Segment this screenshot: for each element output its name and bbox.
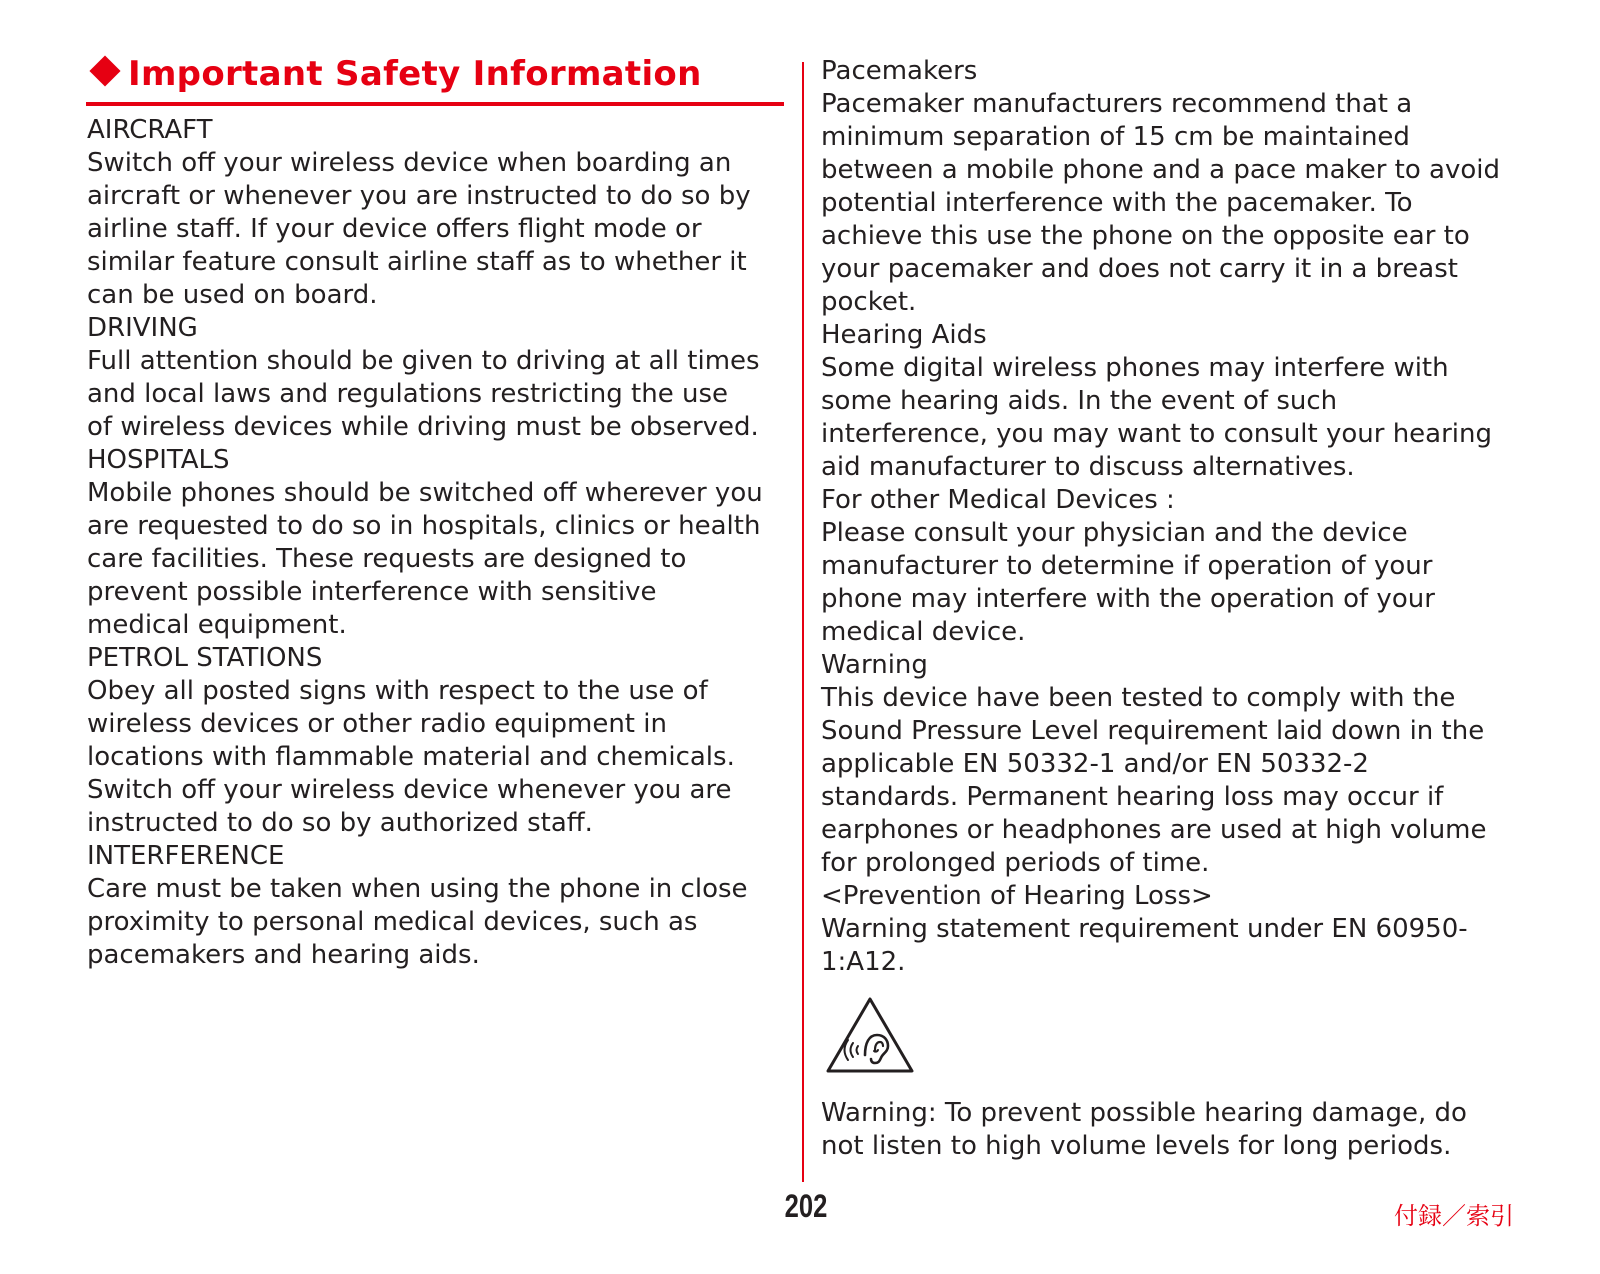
section-body [87, 147, 787, 312]
text-line: pacemakers and hearing aids. [87, 940, 480, 970]
text-line: earphones or headphones are used at high volume [821, 815, 1487, 845]
text-line: and local laws and regulations restricting the use [87, 379, 728, 409]
text-line: aid manufacturer to discuss alternatives. [821, 452, 1355, 482]
text-line: <Prevention of Hearing Loss> [821, 881, 1213, 911]
section-warning [821, 649, 1521, 979]
section-heading: Warning [821, 650, 928, 680]
text-line: minimum separation of 15 cm be maintained [821, 122, 1410, 152]
text-line: airline staff. If your device offers flight mode or [87, 214, 702, 244]
page-number: 202 [784, 1188, 828, 1224]
page-title-text: Important Safety Information [128, 54, 702, 94]
section-driving [87, 312, 787, 444]
text-line: Obey all posted signs with respect to the use of [87, 676, 708, 706]
text-line: Mobile phones should be switched off wherever you [87, 478, 763, 508]
column-divider [802, 62, 804, 1182]
section-aircraft [87, 114, 787, 312]
section-other-medical-devices [821, 484, 1521, 649]
section-heading: Hearing Aids [821, 320, 987, 350]
text-line: medical equipment. [87, 610, 347, 640]
text-line: medical device. [821, 617, 1026, 647]
section-body [821, 517, 1521, 649]
text-line: proximity to personal medical devices, such as [87, 907, 698, 937]
text-line: locations with flammable material and chemicals. [87, 742, 735, 772]
text-line: 1:A12. [821, 947, 906, 977]
section-hearing-aids [821, 319, 1521, 484]
section-heading: For other Medical Devices : [821, 485, 1175, 515]
section-body [821, 352, 1521, 484]
text-line: interference, you may want to consult your hearing [821, 419, 1493, 449]
text-line: Pacemaker manufacturers recommend that a [821, 89, 1413, 119]
section-heading: INTERFERENCE [87, 841, 285, 871]
text-line: Care must be taken when using the phone in close [87, 874, 748, 904]
text-line: Please consult your physician and the device [821, 518, 1408, 548]
text-line: Switch off your wireless device when boarding an [87, 148, 732, 178]
text-line: achieve this use the phone on the opposite ear to [821, 221, 1470, 251]
text-line: Some digital wireless phones may interfere with [821, 353, 1449, 383]
section-body [821, 682, 1521, 979]
text-line: This device have been tested to comply with the [821, 683, 1456, 713]
title-underline [86, 102, 784, 106]
text-line: phone may interfere with the operation of your [821, 584, 1435, 614]
section-heading: AIRCRAFT [87, 115, 213, 145]
section-body [87, 675, 787, 840]
section-petrol-stations [87, 642, 787, 840]
text-line: Warning statement requirement under EN 60950- [821, 914, 1468, 944]
text-line: between a mobile phone and a pace maker to avoid [821, 155, 1500, 185]
text-line: similar feature consult airline staff as to whether it [87, 247, 747, 277]
text-line: Warning: To prevent possible hearing damage, do [821, 1098, 1467, 1128]
text-line: Sound Pressure Level requirement laid down in the [821, 716, 1485, 746]
diamond-bullet-icon [89, 55, 120, 86]
section-body [87, 873, 787, 972]
text-line: Full attention should be given to driving at all times [87, 346, 760, 376]
section-pacemakers [821, 55, 1521, 319]
left-column [87, 114, 787, 972]
text-line: instructed to do so by authorized staff. [87, 808, 593, 838]
text-line: not listen to high volume levels for long periods. [821, 1131, 1452, 1161]
text-line: wireless devices or other radio equipment in [87, 709, 667, 739]
text-line: potential interference with the pacemaker. To [821, 188, 1413, 218]
text-line: applicable EN 50332-1 and/or EN 50332-2 [821, 749, 1369, 779]
text-line: standards. Permanent hearing loss may occur if [821, 782, 1444, 812]
text-line: prevent possible interference with sensitive [87, 577, 657, 607]
text-line: aircraft or whenever you are instructed to do so by [87, 181, 751, 211]
section-body [87, 345, 787, 444]
hearing-warning-triangle-icon [825, 995, 915, 1075]
text-line: some hearing aids. In the event of such [821, 386, 1338, 416]
section-body [821, 88, 1521, 319]
section-body [87, 477, 787, 642]
text-line: care facilities. These requests are designed to [87, 544, 687, 574]
section-label: 付録／索引 [1394, 1202, 1514, 1230]
right-column [821, 55, 1521, 1163]
section-interference [87, 840, 787, 972]
section-hospitals [87, 444, 787, 642]
text-line: for prolonged periods of time. [821, 848, 1210, 878]
text-line: manufacturer to determine if operation of your [821, 551, 1433, 581]
closing-warning [821, 1097, 1521, 1163]
section-heading: DRIVING [87, 313, 198, 343]
text-line: pocket. [821, 287, 917, 317]
text-line: of wireless devices while driving must be observed. [87, 412, 759, 442]
text-line: Switch off your wireless device whenever you are [87, 775, 732, 805]
section-heading: HOSPITALS [87, 445, 230, 475]
page-title [86, 54, 786, 102]
text-line: your pacemaker and does not carry it in a breast [821, 254, 1458, 284]
section-heading: Pacemakers [821, 56, 978, 86]
section-heading: PETROL STATIONS [87, 643, 323, 673]
text-line: are requested to do so in hospitals, clinics or health [87, 511, 761, 541]
text-line: can be used on board. [87, 280, 378, 310]
